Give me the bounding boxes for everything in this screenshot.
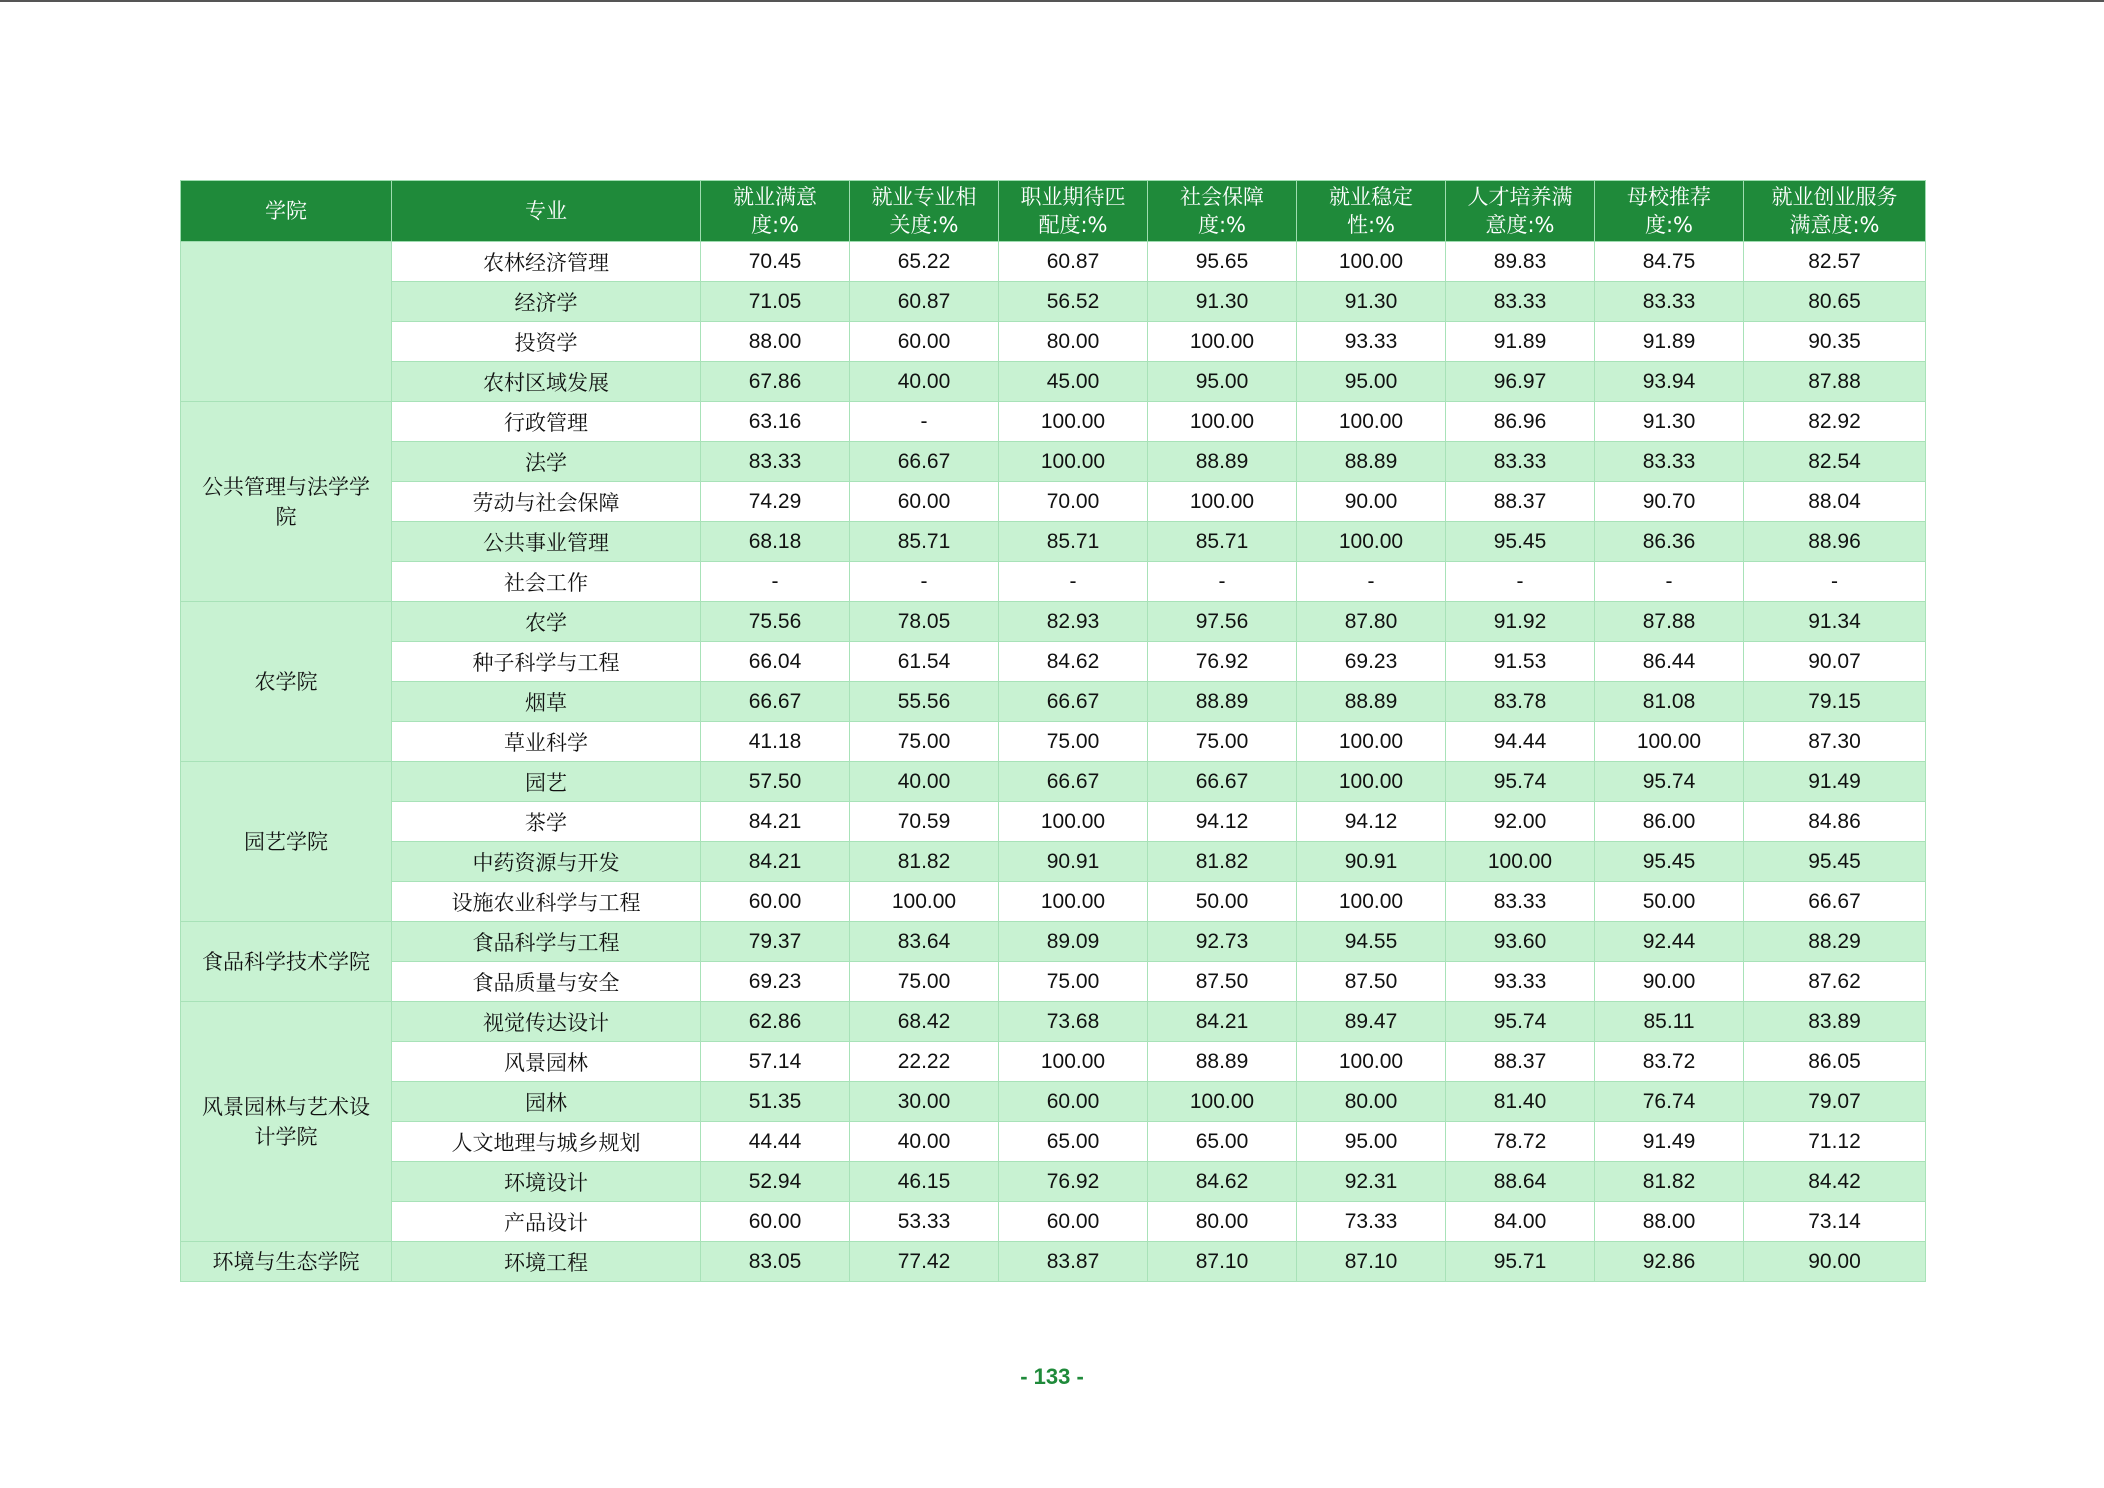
metric-value-cell: - [999,562,1148,602]
metric-value-cell: 82.92 [1744,402,1926,442]
college-cell: 风景园林与艺术设计学院 [181,1002,392,1242]
table-row [181,722,1926,762]
metric-value-cell: 95.45 [1744,842,1926,882]
metric-value-cell: 41.18 [701,722,850,762]
metric-value-cell: 69.23 [701,962,850,1002]
metric-value-cell: 90.35 [1744,322,1926,362]
header-major: 专业 [392,181,701,242]
employment-quality-table-container [180,180,1925,1282]
metric-value-cell: 65.22 [850,242,999,282]
major-cell: 农学 [392,602,701,642]
major-cell: 投资学 [392,322,701,362]
metric-value-cell: 90.00 [1744,1242,1926,1282]
metric-value-cell: 56.52 [999,282,1148,322]
metric-value-cell: 84.00 [1446,1202,1595,1242]
metric-value-cell: 90.70 [1595,482,1744,522]
metric-value-cell: 91.30 [1297,282,1446,322]
metric-value-cell: 95.00 [1297,362,1446,402]
major-cell: 人文地理与城乡规划 [392,1122,701,1162]
header-line: 意度:% [1485,213,1555,237]
metric-value-cell: 100.00 [1148,1082,1297,1122]
metric-value-cell: 95.45 [1595,842,1744,882]
metric-value-cell: 88.00 [1595,1202,1744,1242]
metric-value-cell: 40.00 [850,1122,999,1162]
metric-value-cell: 84.21 [701,802,850,842]
table-row [181,1242,1926,1282]
metric-value-cell: 95.71 [1446,1242,1595,1282]
metric-value-cell: 81.82 [1148,842,1297,882]
metric-value-cell: 61.54 [850,642,999,682]
metric-value-cell: 73.33 [1297,1202,1446,1242]
metric-value-cell: 70.59 [850,802,999,842]
header-line: 社会保障 [1180,185,1264,209]
table-row [181,442,1926,482]
metric-value-cell: 83.33 [1446,882,1595,922]
metric-value-cell: 91.89 [1595,322,1744,362]
metric-value-cell: 87.10 [1148,1242,1297,1282]
header-social-security [1148,181,1297,242]
metric-value-cell: 51.35 [701,1082,850,1122]
major-cell: 园林 [392,1082,701,1122]
metric-value-cell: 100.00 [1148,322,1297,362]
header-career-expectation-match [999,181,1148,242]
metric-value-cell: 95.74 [1595,762,1744,802]
major-cell: 农林经济管理 [392,242,701,282]
metric-value-cell: 87.88 [1595,602,1744,642]
header-line: 就业稳定 [1329,185,1413,209]
metric-value-cell: 91.30 [1148,282,1297,322]
metric-value-cell: 91.30 [1595,402,1744,442]
metric-value-cell: 79.07 [1744,1082,1926,1122]
major-cell: 草业科学 [392,722,701,762]
metric-value-cell: 87.50 [1297,962,1446,1002]
major-cell: 食品科学与工程 [392,922,701,962]
metric-value-cell: 91.92 [1446,602,1595,642]
metric-value-cell: 81.40 [1446,1082,1595,1122]
metric-value-cell: 90.00 [1595,962,1744,1002]
major-cell: 公共事业管理 [392,522,701,562]
metric-value-cell: 75.00 [850,962,999,1002]
major-cell: 农村区域发展 [392,362,701,402]
major-cell: 中药资源与开发 [392,842,701,882]
metric-value-cell: - [1744,562,1926,602]
metric-value-cell: 67.86 [701,362,850,402]
metric-value-cell: 53.33 [850,1202,999,1242]
metric-value-cell: 60.87 [850,282,999,322]
header-line: 度:% [750,213,800,237]
metric-value-cell: 71.12 [1744,1122,1926,1162]
table-row [181,642,1926,682]
major-cell: 种子科学与工程 [392,642,701,682]
metric-value-cell: 86.36 [1595,522,1744,562]
metric-value-cell: 88.89 [1148,682,1297,722]
metric-value-cell: 91.34 [1744,602,1926,642]
table-row [181,1122,1926,1162]
header-employment-satisfaction [701,181,850,242]
metric-value-cell: 100.00 [999,802,1148,842]
metric-value-cell: 100.00 [999,442,1148,482]
metric-value-cell: 83.33 [1595,282,1744,322]
metric-value-cell: 40.00 [850,362,999,402]
table-row [181,282,1926,322]
table-row [181,962,1926,1002]
metric-value-cell: 93.94 [1595,362,1744,402]
metric-value-cell: 86.96 [1446,402,1595,442]
metric-value-cell: 91.53 [1446,642,1595,682]
metric-value-cell: 83.87 [999,1242,1148,1282]
metric-value-cell: 81.82 [850,842,999,882]
metric-value-cell: 92.44 [1595,922,1744,962]
metric-value-cell: - [850,402,999,442]
metric-value-cell: 80.00 [999,322,1148,362]
metric-value-cell: 100.00 [1297,722,1446,762]
metric-value-cell: 70.00 [999,482,1148,522]
college-cell: 环境与生态学院 [181,1242,392,1282]
metric-value-cell: 78.05 [850,602,999,642]
major-cell: 经济学 [392,282,701,322]
metric-value-cell: 80.00 [1297,1082,1446,1122]
metric-value-cell: 91.49 [1744,762,1926,802]
table-row [181,882,1926,922]
metric-value-cell: 79.37 [701,922,850,962]
metric-value-cell: 62.86 [701,1002,850,1042]
header-school-recommendation [1595,181,1744,242]
metric-value-cell: 57.50 [701,762,850,802]
metric-value-cell: 100.00 [1148,482,1297,522]
metric-value-cell: 88.89 [1148,442,1297,482]
metric-value-cell: 100.00 [1297,522,1446,562]
metric-value-cell: 100.00 [1297,882,1446,922]
metric-value-cell: 75.00 [1148,722,1297,762]
metric-value-cell: 76.92 [999,1162,1148,1202]
metric-value-cell: 90.07 [1744,642,1926,682]
metric-value-cell: 68.18 [701,522,850,562]
header-line: 就业满意 [733,185,817,209]
metric-value-cell: 66.67 [701,682,850,722]
metric-value-cell: 83.72 [1595,1042,1744,1082]
metric-value-cell: 83.33 [701,442,850,482]
header-line: 就业创业服务 [1771,185,1898,209]
metric-value-cell: 73.14 [1744,1202,1926,1242]
header-college: 学院 [181,181,392,242]
metric-value-cell: 95.74 [1446,762,1595,802]
metric-value-cell: - [1297,562,1446,602]
metric-value-cell: 92.73 [1148,922,1297,962]
metric-value-cell: 83.33 [1595,442,1744,482]
metric-value-cell: 100.00 [1148,402,1297,442]
metric-value-cell: 65.00 [999,1122,1148,1162]
metric-value-cell: 81.08 [1595,682,1744,722]
metric-value-cell: 93.60 [1446,922,1595,962]
metric-value-cell: 66.67 [1148,762,1297,802]
metric-value-cell: 100.00 [1297,1042,1446,1082]
metric-value-cell: 87.88 [1744,362,1926,402]
metric-value-cell: 40.00 [850,762,999,802]
header-major-relevance [850,181,999,242]
metric-value-cell: 60.00 [999,1202,1148,1242]
metric-value-cell: 81.82 [1595,1162,1744,1202]
metric-value-cell: 97.56 [1148,602,1297,642]
metric-value-cell: 88.89 [1297,682,1446,722]
table-row [181,482,1926,522]
metric-value-cell: 60.00 [701,882,850,922]
major-cell: 设施农业科学与工程 [392,882,701,922]
metric-value-cell: 100.00 [850,882,999,922]
metric-value-cell: 82.57 [1744,242,1926,282]
table-row [181,1082,1926,1122]
metric-value-cell: 86.00 [1595,802,1744,842]
major-cell: 茶学 [392,802,701,842]
metric-value-cell: 90.91 [999,842,1148,882]
metric-value-cell: 94.12 [1148,802,1297,842]
major-cell: 社会工作 [392,562,701,602]
page-number: - 133 - [1020,1364,1084,1389]
college-cell: 园艺学院 [181,762,392,922]
table-row [181,802,1926,842]
college-cell [181,242,392,402]
metric-value-cell: 82.93 [999,602,1148,642]
table-row [181,322,1926,362]
metric-value-cell: 90.91 [1297,842,1446,882]
metric-value-cell: 60.00 [701,1202,850,1242]
metric-value-cell: 84.42 [1744,1162,1926,1202]
employment-quality-table [180,180,1926,1282]
metric-value-cell: 94.55 [1297,922,1446,962]
metric-value-cell: 87.62 [1744,962,1926,1002]
major-cell: 产品设计 [392,1202,701,1242]
metric-value-cell: 88.89 [1297,442,1446,482]
header-line: 人才培养满 [1467,185,1573,209]
metric-value-cell: 100.00 [1595,722,1744,762]
metric-value-cell: 100.00 [1446,842,1595,882]
metric-value-cell: 92.00 [1446,802,1595,842]
table-row [181,362,1926,402]
top-border-line [0,0,2104,2]
metric-value-cell: 50.00 [1595,882,1744,922]
metric-value-cell: 88.04 [1744,482,1926,522]
metric-value-cell: 94.12 [1297,802,1446,842]
metric-value-cell: 92.86 [1595,1242,1744,1282]
header-employment-stability [1297,181,1446,242]
metric-value-cell: 100.00 [999,882,1148,922]
major-cell: 视觉传达设计 [392,1002,701,1042]
metric-value-cell: 66.04 [701,642,850,682]
metric-value-cell: - [1595,562,1744,602]
college-cell: 公共管理与法学学院 [181,402,392,602]
metric-value-cell: 57.14 [701,1042,850,1082]
metric-value-cell: 82.54 [1744,442,1926,482]
metric-value-cell: 100.00 [1297,762,1446,802]
header-line: 配度:% [1038,213,1108,237]
metric-value-cell: 55.56 [850,682,999,722]
major-cell: 环境设计 [392,1162,701,1202]
metric-value-cell: 70.45 [701,242,850,282]
table-row [181,682,1926,722]
table-row [181,1162,1926,1202]
metric-value-cell: 95.65 [1148,242,1297,282]
metric-value-cell: 93.33 [1446,962,1595,1002]
metric-value-cell: 88.96 [1744,522,1926,562]
metric-value-cell: 88.37 [1446,482,1595,522]
metric-value-cell: - [850,562,999,602]
metric-value-cell: 69.23 [1297,642,1446,682]
metric-value-cell: 65.00 [1148,1122,1297,1162]
metric-value-cell: 89.09 [999,922,1148,962]
metric-value-cell: 95.00 [1297,1122,1446,1162]
header-line: 就业专业相 [871,185,977,209]
metric-value-cell: 74.29 [701,482,850,522]
metric-value-cell: 84.21 [1148,1002,1297,1042]
metric-value-cell: 60.87 [999,242,1148,282]
major-cell: 食品质量与安全 [392,962,701,1002]
table-row [181,1202,1926,1242]
major-cell: 劳动与社会保障 [392,482,701,522]
metric-value-cell: 91.49 [1595,1122,1744,1162]
metric-value-cell: 30.00 [850,1082,999,1122]
metric-value-cell: - [701,562,850,602]
metric-value-cell: 50.00 [1148,882,1297,922]
metric-value-cell: 100.00 [999,402,1148,442]
metric-value-cell: 22.22 [850,1042,999,1082]
metric-value-cell: 79.15 [1744,682,1926,722]
table-row [181,842,1926,882]
metric-value-cell: 95.74 [1446,1002,1595,1042]
metric-value-cell: 84.86 [1744,802,1926,842]
metric-value-cell: 91.89 [1446,322,1595,362]
metric-value-cell: 85.71 [999,522,1148,562]
metric-value-cell: 83.33 [1446,442,1595,482]
metric-value-cell: 46.15 [850,1162,999,1202]
metric-value-cell: 63.16 [701,402,850,442]
metric-value-cell: 77.42 [850,1242,999,1282]
metric-value-cell: 88.37 [1446,1042,1595,1082]
metric-value-cell: 100.00 [999,1042,1148,1082]
metric-value-cell: 87.30 [1744,722,1926,762]
metric-value-cell: 85.11 [1595,1002,1744,1042]
metric-value-cell: 76.74 [1595,1082,1744,1122]
metric-value-cell: 68.42 [850,1002,999,1042]
metric-value-cell: 88.29 [1744,922,1926,962]
table-row [181,562,1926,602]
metric-value-cell: 83.33 [1446,282,1595,322]
table-row [181,922,1926,962]
major-cell: 园艺 [392,762,701,802]
metric-value-cell: 66.67 [850,442,999,482]
college-cell: 食品科学技术学院 [181,922,392,1002]
metric-value-cell: 44.44 [701,1122,850,1162]
metric-value-cell: 52.94 [701,1162,850,1202]
metric-value-cell: - [1148,562,1297,602]
metric-value-cell: 87.10 [1297,1242,1446,1282]
college-cell: 农学院 [181,602,392,762]
table-row [181,1002,1926,1042]
table-row [181,402,1926,442]
metric-value-cell: 84.21 [701,842,850,882]
metric-value-cell: 84.62 [999,642,1148,682]
table-body [181,242,1926,1282]
metric-value-cell: 83.64 [850,922,999,962]
metric-value-cell: 75.00 [999,722,1148,762]
metric-value-cell: 96.97 [1446,362,1595,402]
metric-value-cell: 88.89 [1148,1042,1297,1082]
metric-value-cell: 66.67 [999,682,1148,722]
metric-value-cell: 88.64 [1446,1162,1595,1202]
metric-value-cell: 95.00 [1148,362,1297,402]
header-line: 职业期待匹 [1020,185,1126,209]
table-row [181,522,1926,562]
metric-value-cell: 75.00 [999,962,1148,1002]
table-row [181,762,1926,802]
metric-value-cell: 60.00 [999,1082,1148,1122]
metric-value-cell: 73.68 [999,1002,1148,1042]
metric-value-cell: 87.80 [1297,602,1446,642]
header-line: 度:% [1644,213,1694,237]
metric-value-cell: 89.83 [1446,242,1595,282]
metric-value-cell: 75.00 [850,722,999,762]
major-cell: 环境工程 [392,1242,701,1282]
major-cell: 行政管理 [392,402,701,442]
metric-value-cell: 60.00 [850,322,999,362]
metric-value-cell: 60.00 [850,482,999,522]
metric-value-cell: - [1446,562,1595,602]
header-row [181,181,1926,242]
major-cell: 烟草 [392,682,701,722]
metric-value-cell: 92.31 [1297,1162,1446,1202]
metric-value-cell: 66.67 [1744,882,1926,922]
metric-value-cell: 80.00 [1148,1202,1297,1242]
metric-value-cell: 78.72 [1446,1122,1595,1162]
metric-value-cell: 87.50 [1148,962,1297,1002]
header-line: 母校推荐 [1627,185,1711,209]
metric-value-cell: 90.00 [1297,482,1446,522]
header-training-satisfaction [1446,181,1595,242]
metric-value-cell: 86.44 [1595,642,1744,682]
header-service-satisfaction [1744,181,1926,242]
metric-value-cell: 84.75 [1595,242,1744,282]
metric-value-cell: 100.00 [1297,402,1446,442]
metric-value-cell: 83.78 [1446,682,1595,722]
header-line: 关度:% [889,213,959,237]
metric-value-cell: 85.71 [850,522,999,562]
metric-value-cell: 80.65 [1744,282,1926,322]
metric-value-cell: 95.45 [1446,522,1595,562]
metric-value-cell: 83.89 [1744,1002,1926,1042]
header-line: 满意度:% [1789,213,1880,237]
metric-value-cell: 85.71 [1148,522,1297,562]
table-row [181,1042,1926,1082]
metric-value-cell: 84.62 [1148,1162,1297,1202]
table-row [181,242,1926,282]
table-row [181,602,1926,642]
metric-value-cell: 93.33 [1297,322,1446,362]
metric-value-cell: 66.67 [999,762,1148,802]
metric-value-cell: 89.47 [1297,1002,1446,1042]
metric-value-cell: 76.92 [1148,642,1297,682]
major-cell: 法学 [392,442,701,482]
header-line: 性:% [1346,213,1396,237]
header-line: 度:% [1197,213,1247,237]
metric-value-cell: 83.05 [701,1242,850,1282]
metric-value-cell: 45.00 [999,362,1148,402]
metric-value-cell: 88.00 [701,322,850,362]
metric-value-cell: 86.05 [1744,1042,1926,1082]
metric-value-cell: 94.44 [1446,722,1595,762]
metric-value-cell: 75.56 [701,602,850,642]
major-cell: 风景园林 [392,1042,701,1082]
metric-value-cell: 71.05 [701,282,850,322]
metric-value-cell: 100.00 [1297,242,1446,282]
